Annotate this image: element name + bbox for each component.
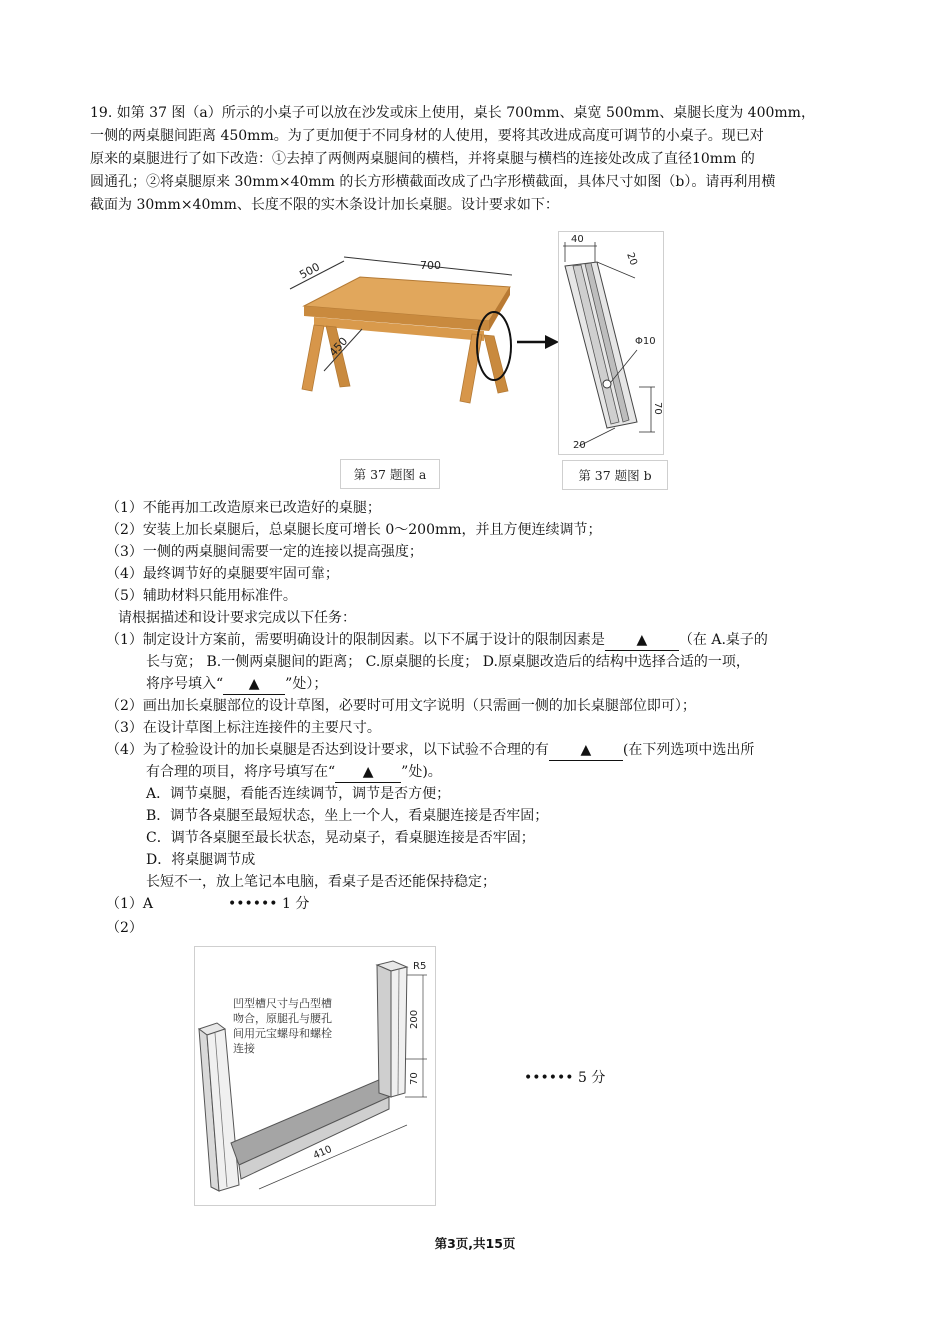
answer-sketch-figure <box>194 946 436 1206</box>
dim-410-label: 410 <box>311 1143 334 1162</box>
dim-70-label: 70 <box>652 402 663 415</box>
task-4-line-2 <box>146 762 442 783</box>
extension-leg-sketch <box>195 947 435 1205</box>
requirement-5: （5）辅助材料只能用标准件。 <box>106 588 297 604</box>
dim-70-sketch-label: 70 <box>409 1072 420 1085</box>
dim-40-label: 40 <box>571 234 584 245</box>
dim-20-top-label: 20 <box>624 251 639 267</box>
task-4-text-b: (在下列选项中选出所 <box>622 742 755 758</box>
table-illustration <box>284 231 512 453</box>
task-1-answer-blank[interactable]: ▲ <box>605 630 679 651</box>
sketch-note-line-3: 间用元宝螺母和螺栓 <box>233 1027 332 1040</box>
requirement-4: （4）最终调节好的桌腿要牢固可靠； <box>106 566 339 582</box>
requirement-1: （1）不能再加工改造原来已改造好的桌腿； <box>106 500 381 516</box>
intro-line-3: 原来的桌腿进行了如下改造：①去掉了两侧两桌腿间的横档，并将桌腿与横档的连接处改成了直径10mm 的 <box>90 151 755 167</box>
answer-2-score: •••••• 5 分 <box>524 1070 606 1086</box>
task-4-fill-blank[interactable]: ▲ <box>335 762 401 783</box>
leg-illustration <box>559 232 663 454</box>
dim-500-label: 500 <box>297 260 322 282</box>
requirement-2: （2）安装上加长桌腿后，总桌腿长度可增长 0～200mm，并且方便连续调节； <box>106 522 602 538</box>
dim-200-label: 200 <box>409 1009 420 1029</box>
dim-hole-label: Φ10 <box>635 336 656 347</box>
dim-r5-label: R5 <box>413 961 427 972</box>
dim-20-bottom-label: 20 <box>573 440 586 451</box>
task-4-answer-blank[interactable]: ▲ <box>549 740 623 761</box>
task-1-fill-post: ”处）； <box>285 676 328 692</box>
option-d: D．将桌腿调节成 <box>146 852 256 868</box>
task-1-text-b: （在 A.桌子的 <box>678 632 768 648</box>
sketch-note-line-4: 连接 <box>233 1042 255 1055</box>
task-2: （2）画出加长桌腿部位的设计草图，必要时可用文字说明（只需画一侧的加长桌腿部位即可）； <box>106 698 696 714</box>
task-1-line-2: 长与宽； B.一侧两桌腿间的距离； C.原桌腿的长度； D.原桌腿改造后的结构中选择合适的一项， <box>146 654 750 670</box>
task-1-text: （1）制定设计方案前，需要明确设计的限制因素。以下不属于设计的限制因素是 <box>106 632 605 648</box>
option-c: C．调节各桌腿至最长状态，晃动桌子，看桌腿连接是否牢固； <box>146 830 535 846</box>
intro-line-5: 截面为 30mm×40mm、长度不限的实木条设计加长桌腿。设计要求如下： <box>90 197 559 213</box>
requirement-3: （3）一侧的两桌腿间需要一定的连接以提高强度； <box>106 544 423 560</box>
page-footer: 第3页,共15页 <box>434 1236 516 1251</box>
task-4-line-1 <box>106 740 754 761</box>
sketch-note <box>233 996 336 1055</box>
figure-b-caption: 第 37 题图 b <box>562 460 668 490</box>
intro-line-2: 一侧的两桌腿间距离 450mm。为了更加便于不同身材的人使用，要将其改进成高度可调节的小桌子。现已对 <box>90 128 764 144</box>
answer-2-label: （2） <box>106 920 143 936</box>
option-d-continued: 长短不一，放上笔记本电脑，看桌子是否还能保持稳定； <box>146 874 496 890</box>
task-1-line-1 <box>106 630 768 651</box>
task-intro: 请根据描述和设计要求完成以下任务： <box>118 610 356 626</box>
figure-a-table-photo <box>284 231 512 453</box>
sketch-note-line-1: 凹型槽尺寸与凸型槽 <box>233 997 332 1010</box>
intro-line-1: 19. 如第 37 图（a）所示的小桌子可以放在沙发或床上使用，桌长 700mm、桌宽 500mm、桌腿长度为 400mm， <box>90 105 815 121</box>
task-1-fill-blank[interactable]: ▲ <box>223 674 285 695</box>
dim-700-label: 700 <box>420 259 441 272</box>
task-4-fill-post: ”处)。 <box>401 764 442 780</box>
answer-1-score: •••••• 1 分 <box>228 896 310 912</box>
arrow-icon <box>515 330 560 354</box>
intro-line-4: 圆通孔；②将桌腿原来 30mm×40mm 的长方形横截面改成了凸字形横截面，具体尺寸如图（b）。请再利用横 <box>90 174 776 190</box>
task-3: （3）在设计草图上标注连接件的主要尺寸。 <box>106 720 381 736</box>
option-a: A．调节桌腿，看能否连续调节，调节是否方便； <box>146 786 451 802</box>
task-4-fill-pre: 有合理的项目，将序号填写在“ <box>146 764 336 780</box>
task-1-fill-pre: 将序号填入“ <box>146 676 224 692</box>
task-1-line-3 <box>146 674 327 695</box>
answer-1-label: （1）A <box>106 896 154 912</box>
sketch-note-line-2: 吻合，原腿孔与腰孔 <box>233 1012 332 1025</box>
task-4-text: （4）为了检验设计的加长桌腿是否达到设计要求，以下试验不合理的有 <box>106 742 549 758</box>
option-b: B．调节各桌腿至最短状态，坐上一个人，看桌腿连接是否牢固； <box>146 808 549 824</box>
dim-450-label: 450 <box>326 334 351 360</box>
figure-a-caption: 第 37 题图 a <box>340 459 440 489</box>
figure-b-leg-detail <box>558 231 664 455</box>
